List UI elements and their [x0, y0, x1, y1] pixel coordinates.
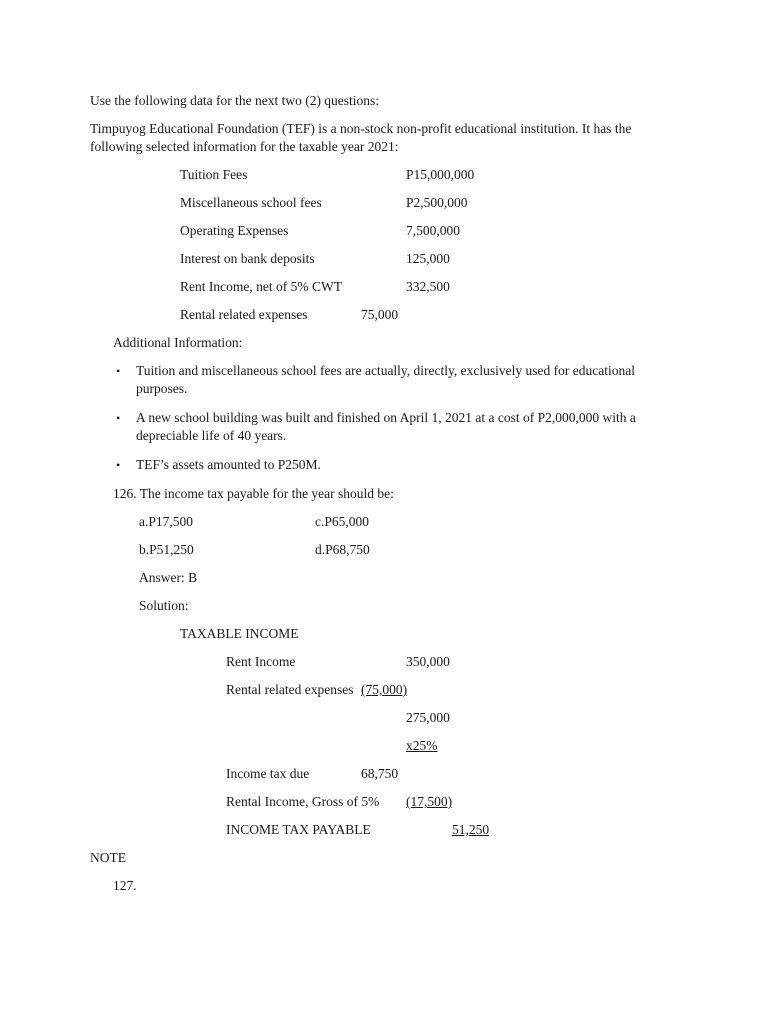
solution-tax-due-label: Income tax due: [226, 766, 310, 781]
solution-heading: TAXABLE INCOME: [180, 626, 299, 641]
misc-fees-label: Miscellaneous school fees: [180, 195, 322, 210]
bullet-1-line-2: purposes.: [136, 381, 188, 396]
solution-payable-label: INCOME TAX PAYABLE: [226, 822, 371, 837]
rent-income-value: 332,500: [406, 279, 450, 294]
solution-rate: x25%: [406, 738, 438, 753]
additional-info-heading: Additional Information:: [113, 335, 243, 350]
answer-text: Answer: B: [139, 570, 198, 585]
operating-expenses-label: Operating Expenses: [180, 223, 289, 238]
solution-label: Solution:: [139, 598, 189, 613]
choice-b: b.P51,250: [139, 542, 194, 557]
interest-deposits-label: Interest on bank deposits: [180, 251, 315, 266]
solution-rent-income-label: Rent Income: [226, 654, 296, 669]
choice-d: d.P68,750: [315, 542, 370, 557]
solution-rent-income-value: 350,000: [406, 654, 450, 669]
bullet-icon: •: [116, 458, 121, 472]
description-line-2: following selected information for the taxable year 2021:: [90, 139, 399, 154]
bullet-2-line-2: depreciable life of 40 years.: [136, 428, 287, 443]
solution-rental-expenses-label: Rental related expenses: [226, 682, 354, 697]
solution-rental-expenses-value: (75,000): [361, 682, 408, 697]
intro-text: Use the following data for the next two (2) questions:: [90, 93, 380, 108]
description-line-1: Timpuyog Educational Foundation (TEF) is a non-stock non-profit educational institution. It has the: [90, 121, 632, 136]
operating-expenses-value: 7,500,000: [406, 223, 460, 238]
bullet-icon: •: [116, 411, 121, 425]
next-question-number: 127.: [113, 878, 137, 893]
note-heading: NOTE: [90, 850, 126, 865]
solution-tax-due-value: 68,750: [361, 766, 399, 781]
bullet-2-line-1: A new school building was built and finished on April 1, 2021 at a cost of P2,000,000 with a: [136, 410, 636, 425]
choice-a: a.P17,500: [139, 514, 193, 529]
bullet-icon: •: [116, 364, 121, 378]
rental-expenses-label: Rental related expenses: [180, 307, 308, 322]
tuition-fees-value: P15,000,000: [406, 167, 475, 182]
tuition-fees-label: Tuition Fees: [180, 167, 248, 182]
question-text: 126. The income tax payable for the year should be:: [113, 486, 394, 501]
bullet-1-line-1: Tuition and miscellaneous school fees are actually, directly, exclusively used for educational: [136, 363, 635, 378]
solution-rental-gross-value: (17,500): [406, 794, 453, 809]
rent-income-label: Rent Income, net of 5% CWT: [180, 279, 342, 294]
rental-expenses-value: 75,000: [361, 307, 399, 322]
misc-fees-value: P2,500,000: [406, 195, 468, 210]
solution-rental-gross-label: Rental Income, Gross of 5%: [226, 794, 380, 809]
bullet-3-line-1: TEF’s assets amounted to P250M.: [136, 457, 321, 472]
interest-deposits-value: 125,000: [406, 251, 450, 266]
choice-c: c.P65,000: [315, 514, 369, 529]
solution-payable-value: 51,250: [452, 822, 490, 837]
solution-subtotal: 275,000: [406, 710, 450, 725]
